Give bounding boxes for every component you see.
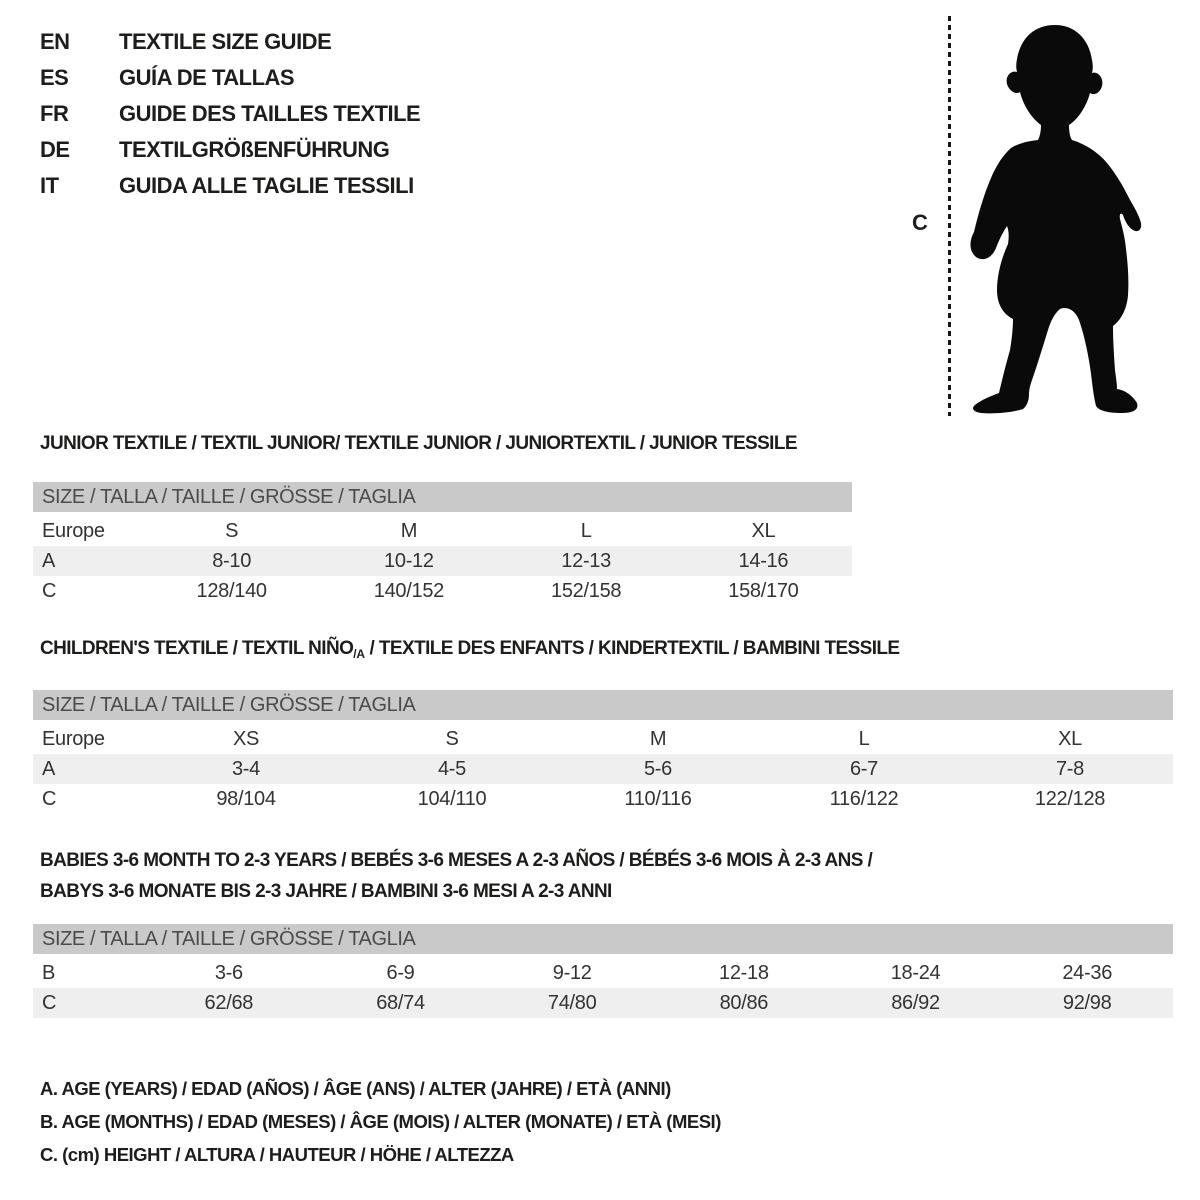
height-cell: 116/122: [829, 788, 899, 810]
months-cell: 18-24: [890, 962, 941, 984]
height-cell: 74/80: [547, 992, 597, 1014]
babies-section-heading: [40, 846, 872, 907]
height-measure-figure: [900, 0, 1200, 432]
age-cell: 8-10: [212, 550, 252, 572]
children-heading-part1: CHILDREN'S TEXTILE / TEXTIL NIÑO: [40, 638, 354, 659]
size-header-bar: SIZE / TALLA / TAILLE / GRÖSSE / TAGLIA: [33, 482, 852, 512]
language-code: ES: [40, 65, 69, 90]
table-row-months: [33, 958, 1173, 988]
language-title: GUÍA DE TALLAS: [119, 65, 295, 90]
height-cell: 122/128: [1034, 788, 1106, 810]
legend-block: [40, 1072, 721, 1171]
height-cell: 92/98: [1062, 992, 1112, 1014]
height-cell: 128/140: [196, 580, 267, 602]
language-title-list: [40, 24, 420, 204]
months-cell: 6-9: [386, 962, 415, 984]
language-code: DE: [40, 137, 70, 162]
row-label: C: [42, 788, 57, 810]
table-row-europe: [33, 724, 1173, 754]
size-cell: L: [858, 728, 870, 750]
row-label: Europe: [42, 728, 105, 750]
babies-size-table: [33, 924, 1173, 1018]
age-cell: 6-7: [849, 758, 878, 780]
legend-age-years: A. AGE (YEARS) / EDAD (AÑOS) / ÂGE (ANS) / ALTER (JAHRE) / ETÀ (ANNI): [40, 1078, 671, 1099]
size-cell: S: [225, 520, 239, 542]
table-row-height: [33, 576, 852, 606]
table-row-age: [33, 546, 852, 576]
height-cell: 152/158: [551, 580, 622, 602]
table-row-height: [33, 988, 1173, 1018]
height-cell: 68/74: [376, 992, 425, 1014]
language-row-it: [40, 168, 420, 204]
table-row-age: [33, 754, 1173, 784]
height-cell: 98/104: [216, 788, 276, 810]
language-code: EN: [40, 29, 70, 54]
months-cell: 12-18: [719, 962, 769, 984]
months-cell: 24-36: [1062, 962, 1113, 984]
language-code: FR: [40, 101, 69, 126]
size-cell: S: [445, 728, 459, 750]
size-cell: XL: [751, 520, 776, 542]
height-cell: 80/86: [719, 992, 769, 1014]
babies-heading-line2: BABYS 3-6 MONATE BIS 2-3 JAHRE / BAMBINI 3-6 MESI A 2-3 ANNI: [40, 880, 612, 902]
age-cell: 5-6: [643, 758, 672, 780]
months-cell: 3-6: [214, 962, 243, 984]
size-header-bar: SIZE / TALLA / TAILLE / GRÖSSE / TAGLIA: [33, 924, 1173, 954]
height-cell: 62/68: [204, 992, 254, 1014]
language-row-es: [40, 60, 420, 96]
row-label: A: [42, 758, 56, 780]
children-section-heading: [40, 638, 899, 661]
height-cell: 110/116: [624, 788, 692, 810]
language-title: TEXTILGRÖßENFÜHRUNG: [119, 137, 390, 162]
children-heading-subscript: /A: [353, 647, 365, 661]
height-cell: 158/170: [728, 580, 799, 602]
table-row-europe: [33, 516, 852, 546]
junior-section-heading: JUNIOR TEXTILE / TEXTIL JUNIOR/ TEXTILE JUNIOR / JUNIORTEXTIL / JUNIOR TESSILE: [40, 433, 797, 454]
babies-heading-line1: BABIES 3-6 MONTH TO 2-3 YEARS / BEBÉS 3-6 MESES A 2-3 AÑOS / BÉBÉS 3-6 MOIS À 2-3 ANS /: [40, 850, 873, 871]
size-cell: XL: [1058, 728, 1082, 750]
legend-age-months: B. AGE (MONTHS) / EDAD (MESES) / ÂGE (MOIS) / ALTER (MONATE) / ETÀ (MESI): [40, 1111, 721, 1132]
height-cell: 104/110: [417, 788, 487, 810]
row-label: A: [42, 550, 56, 572]
height-cell: 140/152: [373, 580, 444, 602]
row-label: Europe: [42, 520, 105, 542]
legend-height-cm: C. (cm) HEIGHT / ALTURA / HAUTEUR / HÖHE / ALTEZZA: [40, 1144, 514, 1165]
age-cell: 12-13: [561, 550, 611, 572]
age-cell: 10-12: [384, 550, 434, 572]
size-cell: L: [580, 520, 592, 542]
size-cell: M: [649, 728, 667, 750]
age-cell: 3-4: [231, 758, 260, 780]
row-label: C: [42, 580, 57, 602]
language-row-en: [40, 24, 420, 60]
language-row-de: [40, 132, 420, 168]
children-heading-part2: / TEXTILE DES ENFANTS / KINDERTEXTIL / BAMBINI TESSILE: [364, 638, 900, 659]
junior-size-table: [33, 482, 852, 606]
months-cell: 9-12: [552, 962, 592, 984]
toddler-silhouette-icon: [963, 22, 1155, 420]
row-label: C: [42, 992, 57, 1014]
height-dashed-line: [948, 16, 951, 416]
row-label: B: [42, 962, 56, 984]
language-code: IT: [40, 173, 59, 198]
size-header-bar: SIZE / TALLA / TAILLE / GRÖSSE / TAGLIA: [33, 690, 1173, 720]
height-c-label: C: [912, 210, 928, 235]
language-row-fr: [40, 96, 420, 132]
age-cell: 7-8: [1055, 758, 1084, 780]
age-cell: 4-5: [437, 758, 466, 780]
language-title: GUIDA ALLE TAGLIE TESSILI: [119, 173, 414, 198]
table-row-height: [33, 784, 1173, 814]
age-cell: 14-16: [738, 550, 789, 572]
language-title: GUIDE DES TAILLES TEXTILE: [119, 101, 421, 126]
size-cell: XS: [232, 728, 260, 750]
size-cell: M: [400, 520, 418, 542]
language-title: TEXTILE SIZE GUIDE: [119, 29, 332, 54]
children-size-table: [33, 690, 1173, 814]
height-cell: 86/92: [891, 992, 940, 1014]
